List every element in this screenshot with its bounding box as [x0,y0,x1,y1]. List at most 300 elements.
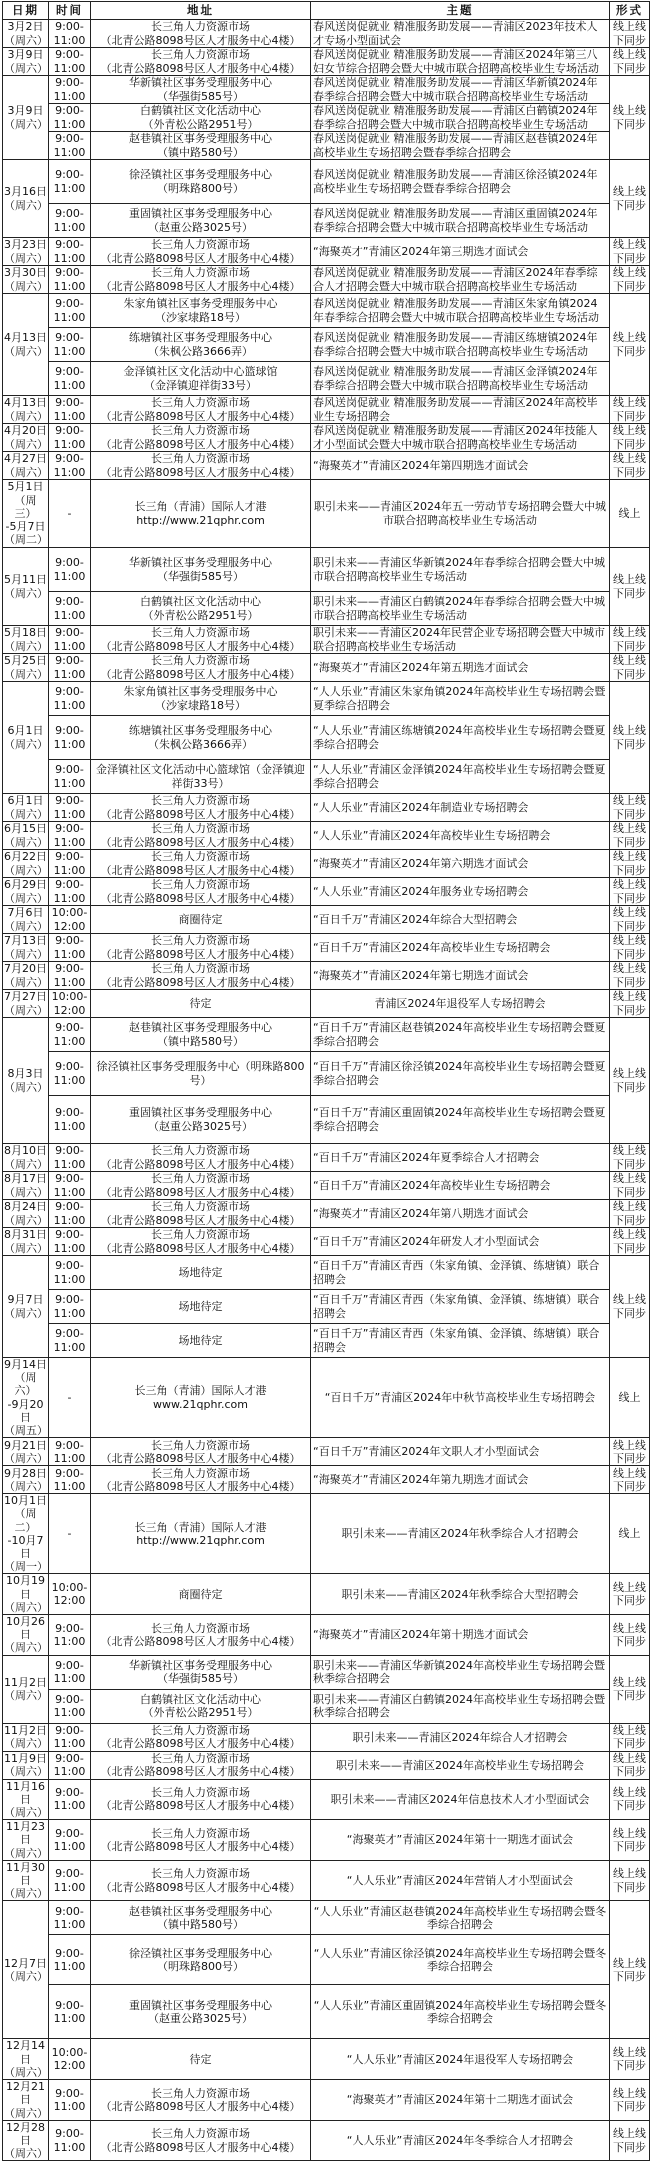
table-row [3,1256,650,1290]
table-row [3,1689,650,1723]
cell-time: 9:00- 11:00 [49,132,91,160]
cell-topic: “人人乐业”青浦区2024年服务业专场招聘会 [311,878,610,906]
cell-date: 12月7日 （周六） [3,1901,49,2039]
cell-time: 9:00- 11:00 [49,266,91,294]
cell-topic: 职引未来——青浦区2024年信息技术人才小型面试会 [311,1779,610,1820]
cell-topic: “人人乐业”青浦区徐泾镇2024年高校毕业生专场招聘会暨冬季综合招聘会 [311,1935,610,1985]
table-row [3,1144,650,1172]
cell-form: 线上线 下同步 [610,1018,650,1144]
cell-date: 10月1日 （周二） -10月7日 （周一） [4,1494,48,1574]
cell-form: 线上线 下同步 [610,2120,650,2161]
table-row [3,396,650,424]
cell-time: - [49,480,91,548]
table-row [3,1935,650,1985]
table-row [3,682,650,716]
cell-form: 线上 [610,1494,650,1574]
cell-time: 9:00- 11:00 [49,238,91,266]
table-row [3,452,650,480]
cell-place: 长三角（青浦）国际人才港 http://www.21qphr.com [91,1494,311,1574]
cell-form: 线上线 下同步 [610,1256,650,1358]
cell-place: 长三角人力资源市场 （北青公路8098号区人才服务中心4楼） [91,1466,311,1494]
header-date: 日期 [3,2,49,20]
cell-form: 线上线 下同步 [610,266,650,294]
cell-place: 白鹤镇社区文化活动中心 （外青松公路2951号） [91,1689,311,1723]
cell-date: 6月15日 （周六） [4,822,48,849]
cell-date: 7月20日 （周六） [4,962,48,989]
cell-place: 重固镇社区事务受理服务中心 （赵重公路3025号） [91,204,311,238]
cell-time: - [49,1358,91,1438]
cell-time: 9:00- 11:00 [49,626,91,654]
cell-form: 线上线 下同步 [610,424,650,452]
cell-form: 线上线 下同步 [610,1723,650,1751]
cell-topic: 春风送岗促就业 精准服务助发展——青浦区赵巷镇2024年高校毕业生专场招聘会暨春季综合招聘会 [311,132,610,160]
table-row [3,2080,650,2121]
table-row [3,1655,650,1689]
cell-time: 9:00- 11:00 [49,2080,91,2121]
cell-date: 12月28日 （周六） [4,2120,48,2161]
table-row [3,1466,650,1494]
cell-place: 华新镇社区事务受理服务中心 （华强街585号） [91,76,311,104]
cell-time: 9:00- 11:00 [49,760,91,794]
cell-time: 9:00- 11:00 [49,1096,91,1144]
cell-topic: “海聚英才”青浦区2024年第十二期选才面试会 [311,2080,610,2121]
cell-topic: 职引未来——青浦区白鹤镇2024年高校毕业生专场招聘会暨秋季综合招聘会 [311,1689,610,1723]
header-place: 地址 [91,2,311,20]
cell-date: 7月13日 （周六） [4,934,48,961]
cell-date: 8月24日 （周六） [4,1200,48,1227]
cell-time: 10:00- 12:00 [49,906,91,934]
table-row [3,794,650,822]
cell-place: 长三角人力资源市场 （北青公路8098号区人才服务中心4楼） [91,850,311,878]
cell-place: 长三角人力资源市场 （北青公路8098号区人才服务中心4楼） [91,1779,311,1820]
table-row [3,294,650,328]
cell-form: 线上线 下同步 [610,1751,650,1779]
header-form: 形式 [610,2,650,20]
cell-time: 9:00- 11:00 [49,962,91,990]
cell-form: 线上线 下同步 [610,548,650,626]
cell-place: 金泽镇社区文化活动中心篮球馆 （金泽镇迎祥街33号） [91,362,311,396]
cell-form: 线上 [610,480,650,548]
cell-form: 线上线 下同步 [610,654,650,682]
cell-date: 11月23日 （周六） [4,1820,48,1860]
cell-place: 练塘镇社区事务受理服务中心 （朱枫公路3666弄） [91,328,311,362]
cell-time: 9:00- 11:00 [49,682,91,716]
cell-place: 长三角人力资源市场 （北青公路8098号区人才服务中心4楼） [91,266,311,294]
cell-time: 9:00- 11:00 [49,362,91,396]
cell-date: 5月1日 （周三） -5月7日 （周二） [4,480,48,547]
cell-time: 9:00- 11:00 [49,548,91,592]
cell-form: 线上线 下同步 [610,452,650,480]
cell-time: 9:00- 11:00 [49,1228,91,1256]
cell-topic: 青浦区2024年退役军人专场招聘会 [311,990,610,1018]
cell-place: 徐泾镇社区事务受理服务中心 （明珠路800号） [91,1935,311,1985]
cell-form: 线上线 下同步 [610,1228,650,1256]
cell-topic: 职引未来——青浦区2024年秋季综合人才招聘会 [311,1494,610,1574]
header-row [3,2,650,20]
cell-time: 9:00- 11:00 [49,1820,91,1861]
cell-place: 长三角人力资源市场 （北青公路8098号区人才服务中心4楼） [91,20,311,48]
table-row [3,424,650,452]
cell-topic: 春风送岗促就业 精准服务助发展——青浦区徐泾镇2024年高校毕业生专场招聘会暨春季综合招聘会 [311,160,610,204]
cell-form: 线上线 下同步 [610,1615,650,1656]
cell-topic: “百日千万”青浦区2024年高校毕业生专场招聘会 [311,934,610,962]
cell-place: 赵巷镇社区事务受理服务中心 （镇中路580号） [91,1901,311,1935]
table-row [3,1290,650,1324]
table-row [3,822,650,850]
table-row [3,878,650,906]
table-row [3,1860,650,1901]
table-row [3,1052,650,1096]
cell-place: 金泽镇社区文化活动中心篮球馆（金泽镇迎祥街33号） [91,760,311,794]
cell-topic: 职引未来——青浦区2024年五一劳动节专场招聘会暨大中城市联合招聘高校毕业生专场活动 [311,480,610,548]
cell-date: 4月13日 （周六） [3,294,49,396]
cell-date: 6月29日 （周六） [4,878,48,905]
cell-place: 长三角人力资源市场 （北青公路8098号区人才服务中心4楼） [91,1172,311,1200]
cell-place: 场地待定 [91,1324,311,1358]
cell-form: 线上线 下同步 [610,1901,650,2039]
cell-form: 线上线 下同步 [610,1466,650,1494]
cell-place: 长三角人力资源市场 （北青公路8098号区人才服务中心4楼） [91,238,311,266]
cell-topic: 职引未来——青浦区华新镇2024年高校毕业生专场招聘会暨秋季综合招聘会 [311,1655,610,1689]
cell-place: 长三角（青浦）国际人才港 http://www.21qphr.com [91,480,311,548]
cell-topic: 职引未来——青浦区2024年民营企业专场招聘会暨大中城市联合招聘高校毕业生专场活动 [311,626,610,654]
table-row [3,1200,650,1228]
cell-form: 线上线 下同步 [610,962,650,990]
cell-topic: “海聚英才”青浦区2024年第五期选才面试会 [311,654,610,682]
cell-place: 商圈待定 [91,906,311,934]
cell-date: 7月6日 （周六） [4,906,48,933]
table-row [3,906,650,934]
cell-place: 白鹤镇社区文化活动中心 （外青松公路2951号） [91,104,311,132]
cell-topic: 春风送岗促就业 精准服务助发展——青浦区华新镇2024年春季综合招聘会暨大中城市联合招聘高校毕业生专场活动 [311,76,610,104]
cell-time: 9:00- 11:00 [49,452,91,480]
cell-form: 线上线 下同步 [610,2039,650,2080]
cell-topic: 春风送岗促就业 精准服务助发展——青浦区重固镇2024年春季综合招聘会暨大中城市联合招聘高校毕业生专场活动 [311,204,610,238]
table-row [3,1901,650,1935]
cell-topic: “海聚英才”青浦区2024年第九期选才面试会 [311,1466,610,1494]
cell-place: 长三角人力资源市场 （北青公路8098号区人才服务中心4楼） [91,1438,311,1466]
cell-topic: 春风送岗促就业 精准服务助发展——青浦区2024年第三八妇女节综合招聘会暨大中城市联合招聘高校毕业生专场活动 [311,48,610,76]
cell-place: 长三角人力资源市场 （北青公路8098号区人才服务中心4楼） [91,1228,311,1256]
cell-time: 9:00- 11:00 [49,878,91,906]
cell-time: 9:00- 11:00 [49,794,91,822]
table-row [3,626,650,654]
cell-place: 华新镇社区事务受理服务中心 （华强街585号） [91,1655,311,1689]
table-row [3,1820,650,1861]
table-row [3,592,650,626]
cell-topic: 春风送岗促就业 精准服务助发展——青浦区练塘镇2024年春季综合招聘会暨大中城市联合招聘高校毕业生专场活动 [311,328,610,362]
table-row [3,1228,650,1256]
cell-form: 线上线 下同步 [610,20,650,48]
cell-date: 9月28日 （周六） [4,1466,48,1493]
cell-place: 待定 [91,990,311,1018]
cell-time: 9:00- 11:00 [49,850,91,878]
schedule-body [3,20,650,2161]
table-row [3,20,650,48]
cell-topic: “百日千万”青浦区重固镇2024年高校毕业生专场招聘会暨夏季综合招聘会 [311,1096,610,1144]
cell-date: 11月2日 （周六） [3,1655,49,1723]
cell-time: 9:00- 11:00 [49,1144,91,1172]
cell-date: 11月2日 （周六） [4,1723,48,1751]
cell-date: 9月21日 （周六） [4,1438,48,1465]
cell-time: 9:00- 11:00 [49,1466,91,1494]
cell-place: 商圈待定 [91,1574,311,1615]
cell-form: 线上线 下同步 [610,822,650,850]
cell-topic: “海聚英才”青浦区2024年第十一期选才面试会 [311,1820,610,1861]
cell-topic: “百日千万”青浦区2024年综合大型招聘会 [311,906,610,934]
cell-topic: “百日千万”青浦区赵巷镇2024年高校毕业生专场招聘会暨夏季综合招聘会 [311,1018,610,1052]
cell-place: 重固镇社区事务受理服务中心 （赵重公路3025号） [91,1985,311,2039]
cell-topic: “海聚英才”青浦区2024年第三期选才面试会 [311,238,610,266]
table-row [3,1985,650,2039]
cell-time: 9:00- 11:00 [49,1655,91,1689]
cell-form: 线上线 下同步 [610,160,650,238]
cell-date: 8月10日 （周六） [4,1144,48,1171]
cell-date: 6月22日 （周六） [4,850,48,877]
cell-topic: “海聚英才”青浦区2024年第八期选才面试会 [311,1200,610,1228]
cell-form: 线上线 下同步 [610,794,650,822]
cell-form: 线上线 下同步 [610,48,650,76]
cell-date: 9月14日 （周六） -9月20日 （周五） [4,1358,48,1438]
header-time: 时间 [49,2,91,20]
cell-place: 朱家角镇社区事务受理服务中心 （沙家埭路18号） [91,682,311,716]
cell-form: 线上线 下同步 [610,2080,650,2121]
table-row [3,1096,650,1144]
cell-time: 9:00- 11:00 [49,160,91,204]
cell-time: 9:00- 11:00 [49,934,91,962]
cell-form: 线上线 下同步 [610,1860,650,1901]
cell-date: 5月18日 （周六） [4,626,48,653]
cell-place: 长三角人力资源市场 （北青公路8098号区人才服务中心4楼） [91,1860,311,1901]
cell-place: 长三角人力资源市场 （北青公路8098号区人才服务中心4楼） [91,1751,311,1779]
table-row [3,962,650,990]
cell-date: 3月30日 （周六） [4,266,48,293]
cell-form: 线上线 下同步 [610,682,650,794]
cell-topic: 春风送岗促就业 精准服务助发展——青浦区2024年春季综合人才招聘会暨大中城市联合招聘高校毕业生专场活动 [311,266,610,294]
cell-date: 6月1日 （周六） [3,682,49,794]
cell-form: 线上线 下同步 [610,76,650,160]
cell-form: 线上线 下同步 [610,1438,650,1466]
cell-topic: 春风送岗促就业 精准服务助发展——青浦区白鹤镇2024年春季综合招聘会暨大中城市联合招聘高校毕业生专场活动 [311,104,610,132]
table-row [3,1574,650,1615]
cell-form: 线上线 下同步 [610,1172,650,1200]
cell-place: 徐泾镇社区事务受理服务中心（明珠路800号） [91,1052,311,1096]
table-row [3,990,650,1018]
cell-topic: “海聚英才”青浦区2024年第七期选才面试会 [311,962,610,990]
cell-form: 线上线 下同步 [610,1144,650,1172]
cell-date: 12月21日 （周六） [4,2080,48,2120]
cell-date: 11月16日 （周六） [4,1779,48,1820]
cell-time: 9:00- 11:00 [49,1256,91,1290]
table-row [3,362,650,396]
table-row [3,654,650,682]
cell-topic: “百日千万”青浦区2024年文职人才小型面试会 [311,1438,610,1466]
cell-date: 10月26日 （周六） [4,1615,48,1655]
cell-topic: “百日千万”青浦区青西（朱家角镇、金泽镇、练塘镇）联合招聘会 [311,1290,610,1324]
table-row [3,1324,650,1358]
cell-place: 场地待定 [91,1256,311,1290]
cell-topic: 春风送岗促就业 精准服务助发展——青浦区2024年高校毕业生专场招聘会 [311,396,610,424]
cell-time: 9:00- 11:00 [49,1172,91,1200]
table-row [3,480,650,548]
cell-date: 3月9日 （周六） [4,48,48,75]
cell-topic: “人人乐业”青浦区重固镇2024年高校毕业生专场招聘会暨冬季综合招聘会 [311,1985,610,2039]
cell-time: 10:00- 12:00 [49,2039,91,2080]
cell-time: 9:00- 11:00 [49,328,91,362]
cell-time: 9:00- 11:00 [49,1779,91,1820]
table-row [3,760,650,794]
cell-topic: “百日千万”青浦区2024年夏季综合人才招聘会 [311,1144,610,1172]
cell-place: 长三角人力资源市场 （北青公路8098号区人才服务中心4楼） [91,1820,311,1861]
cell-form: 线上线 下同步 [610,906,650,934]
cell-place: 赵巷镇社区事务受理服务中心 （镇中路580号） [91,132,311,160]
table-row [3,132,650,160]
table-row [3,1018,650,1052]
cell-time: 9:00- 11:00 [49,48,91,76]
table-row [3,266,650,294]
cell-topic: 春风送岗促就业 精准服务助发展——青浦区2024年技能人才小型面试会暨大中城市联合招聘高校毕业生专场活动 [311,424,610,452]
cell-form: 线上线 下同步 [610,396,650,424]
cell-time: 9:00- 11:00 [49,1751,91,1779]
cell-date: 4月20日 （周六） [4,424,48,451]
table-row [3,548,650,592]
cell-place: 长三角人力资源市场 （北青公路8098号区人才服务中心4楼） [91,1723,311,1751]
cell-date: 3月2日 （周六） [4,20,48,47]
cell-place: 长三角人力资源市场 （北青公路8098号区人才服务中心4楼） [91,626,311,654]
cell-form: 线上线 下同步 [610,626,650,654]
cell-place: 长三角人力资源市场 （北青公路8098号区人才服务中心4楼） [91,654,311,682]
cell-time: 9:00- 11:00 [49,2120,91,2161]
cell-place: 长三角人力资源市场 （北青公路8098号区人才服务中心4楼） [91,878,311,906]
cell-form: 线上 [610,1358,650,1438]
cell-place: 长三角人力资源市场 （北青公路8098号区人才服务中心4楼） [91,396,311,424]
cell-date: 11月30日 （周六） [4,1860,48,1901]
cell-topic: “人人乐业”青浦区2024年冬季综合人才招聘会 [311,2120,610,2161]
cell-time: 9:00- 11:00 [49,1985,91,2039]
cell-topic: “海聚英才”青浦区2024年第十期选才面试会 [311,1615,610,1656]
cell-place: 长三角人力资源市场 （北青公路8098号区人才服务中心4楼） [91,424,311,452]
table-row [3,850,650,878]
table-row [3,2039,650,2080]
cell-topic: “人人乐业”青浦区金泽镇2024年高校毕业生专场招聘会暨夏季综合招聘会 [311,760,610,794]
cell-date: 7月27日 （周六） [4,990,48,1017]
table-row [3,1438,650,1466]
cell-date: 12月14日 （周六） [4,2039,48,2079]
cell-topic: “海聚英才”青浦区2024年第四期选才面试会 [311,452,610,480]
cell-time: 9:00- 11:00 [49,716,91,760]
cell-topic: “人人乐业”青浦区2024年高校毕业生专场招聘会 [311,822,610,850]
cell-time: 9:00- 11:00 [49,1689,91,1723]
cell-place: 长三角人力资源市场 （北青公路8098号区人才服务中心4楼） [91,2080,311,2121]
cell-topic: 春风送岗促就业 精准服务助发展——青浦区2023年技术人才专场小型面试会 [311,20,610,48]
cell-time: 9:00- 11:00 [49,1723,91,1751]
cell-date: 3月16日 （周六） [3,160,49,238]
cell-form: 线上线 下同步 [610,934,650,962]
table-row [3,160,650,204]
cell-place: 练塘镇社区事务受理服务中心 （朱枫公路3666弄） [91,716,311,760]
cell-topic: 职引未来——青浦区白鹤镇2024年春季综合招聘会暨大中城市联合招聘高校毕业生专场活动 [311,592,610,626]
table-row [3,1358,650,1438]
cell-place: 长三角（青浦）国际人才港 www.21qphr.com [91,1358,311,1438]
cell-time: 9:00- 11:00 [49,20,91,48]
cell-topic: “人人乐业”青浦区赵巷镇2024年高校毕业生专场招聘会暨冬季综合招聘会 [311,1901,610,1935]
cell-time: 9:00- 11:00 [49,1935,91,1985]
cell-place: 长三角人力资源市场 （北青公路8098号区人才服务中心4楼） [91,452,311,480]
cell-date: 8月3日 （周六） [3,1018,49,1144]
cell-time: 9:00- 11:00 [49,1018,91,1052]
table-row [3,1751,650,1779]
cell-place: 白鹤镇社区文化活动中心 （外青松公路2951号） [91,592,311,626]
table-row [3,2120,650,2161]
cell-place: 待定 [91,2039,311,2080]
cell-place: 长三角人力资源市场 （北青公路8098号区人才服务中心4楼） [91,48,311,76]
cell-topic: “海聚英才”青浦区2024年第六期选才面试会 [311,850,610,878]
cell-time: 9:00- 11:00 [49,76,91,104]
cell-place: 场地待定 [91,1290,311,1324]
cell-form: 线上线 下同步 [610,1574,650,1615]
cell-place: 长三角人力资源市场 （北青公路8098号区人才服务中心4楼） [91,822,311,850]
cell-time: 9:00- 11:00 [49,1200,91,1228]
cell-time: 9:00- 11:00 [49,1438,91,1466]
cell-time: 9:00- 11:00 [49,1901,91,1935]
table-row [3,1172,650,1200]
cell-form: 线上线 下同步 [610,238,650,266]
cell-topic: “百日千万”青浦区青西（朱家角镇、金泽镇、练塘镇）联合招聘会 [311,1324,610,1358]
cell-time: 9:00- 11:00 [49,104,91,132]
cell-topic: “百日千万”青浦区青西（朱家角镇、金泽镇、练塘镇）联合招聘会 [311,1256,610,1290]
cell-form: 线上线 下同步 [610,1779,650,1820]
cell-place: 长三角人力资源市场 （北青公路8098号区人才服务中心4楼） [91,934,311,962]
cell-topic: “人人乐业”青浦区2024年退役军人专场招聘会 [311,2039,610,2080]
cell-place: 朱家角镇社区事务受理服务中心 （沙家埭路18号） [91,294,311,328]
cell-time: 9:00- 11:00 [49,1860,91,1901]
cell-form: 线上线 下同步 [610,878,650,906]
cell-place: 徐泾镇社区事务受理服务中心 （明珠路800号） [91,160,311,204]
cell-place: 长三角人力资源市场 （北青公路8098号区人才服务中心4楼） [91,1144,311,1172]
cell-topic: “人人乐业”青浦区朱家角镇2024年高校毕业生专场招聘会暨夏季综合招聘会 [311,682,610,716]
cell-form: 线上线 下同步 [610,990,650,1018]
cell-topic: “百日千万”青浦区2024年研发人才小型面试会 [311,1228,610,1256]
cell-date: 4月27日 （周六） [4,452,48,479]
cell-time: 9:00- 11:00 [49,654,91,682]
table-row [3,76,650,104]
cell-topic: 职引未来——青浦区华新镇2024年春季综合招聘会暨大中城市联合招聘高校毕业生专场活动 [311,548,610,592]
cell-topic: 职引未来——青浦区2024年综合人才招聘会 [311,1723,610,1751]
table-row [3,48,650,76]
cell-time: 9:00- 11:00 [49,294,91,328]
cell-time: 9:00- 11:00 [49,1290,91,1324]
cell-time: 9:00- 11:00 [49,424,91,452]
cell-date: 8月31日 （周六） [4,1228,48,1255]
cell-place: 长三角人力资源市场 （北青公路8098号区人才服务中心4楼） [91,1615,311,1656]
cell-place: 华新镇社区事务受理服务中心 （华强街585号） [91,548,311,592]
cell-time: - [49,1494,91,1574]
cell-date: 10月19日 （周六） [4,1574,48,1614]
cell-topic: “百日千万”青浦区2024年中秋节高校毕业生专场招聘会 [311,1358,610,1438]
cell-date: 5月11日 （周六） [3,548,49,626]
cell-time: 9:00- 11:00 [49,1324,91,1358]
cell-place: 赵巷镇社区事务受理服务中心 （镇中路580号） [91,1018,311,1052]
cell-form: 线上线 下同步 [610,1820,650,1861]
table-row [3,328,650,362]
cell-time: 9:00- 11:00 [49,822,91,850]
table-row [3,934,650,962]
table-row [3,1723,650,1751]
cell-topic: 春风送岗促就业 精准服务助发展——青浦区金泽镇2024年春季综合招聘会暨大中城市联合招聘高校毕业生专场活动 [311,362,610,396]
table-row [3,1779,650,1820]
table-row [3,1615,650,1656]
cell-date: 8月17日 （周六） [4,1172,48,1199]
